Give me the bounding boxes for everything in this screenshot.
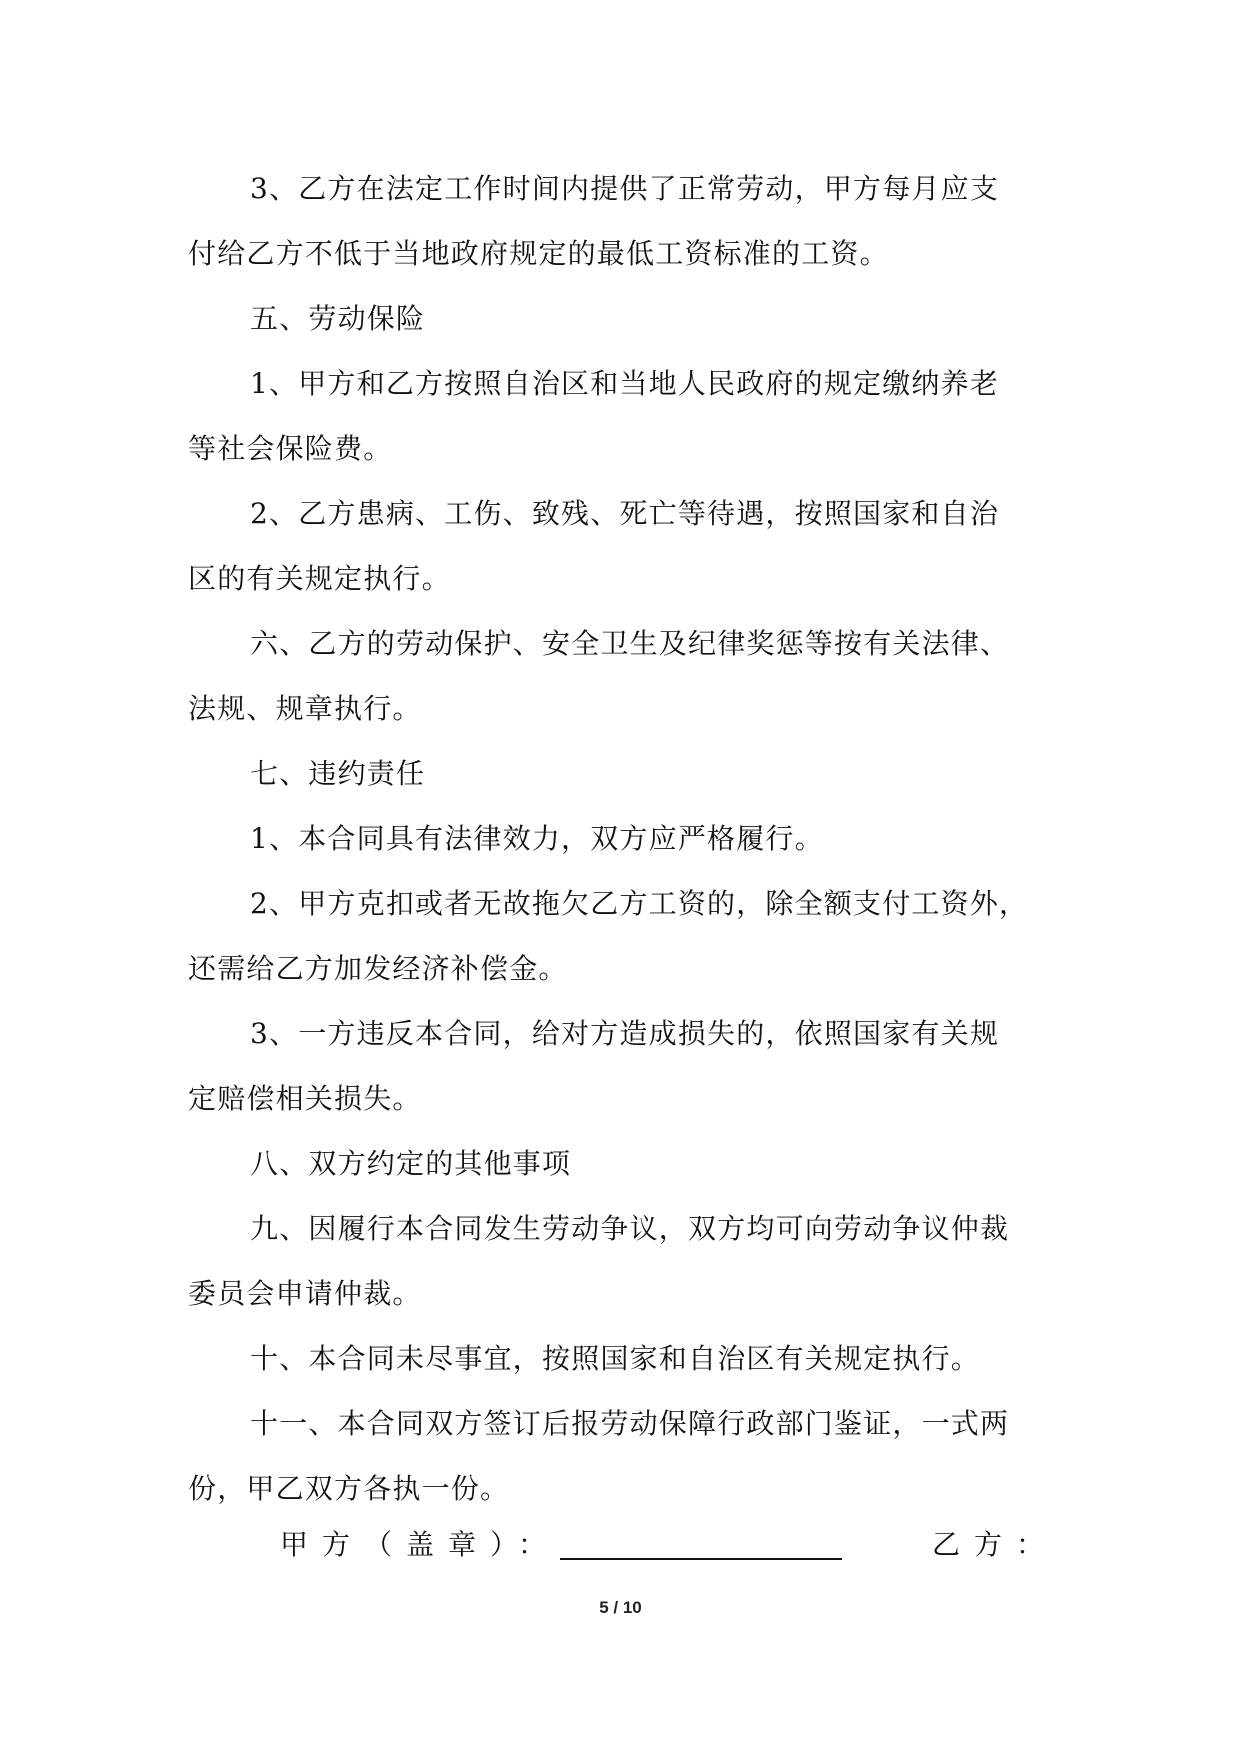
text-line: 十一、本合同双方签订后报劳动保障行政部门鉴证，一式两: [250, 1407, 1010, 1440]
text-line: 还需给乙方加发经济补偿金。: [188, 952, 568, 985]
text-line: 十、本合同未尽事宜，按照国家和自治区有关规定执行。: [250, 1342, 981, 1375]
text-line: 八、双方约定的其他事项: [250, 1147, 572, 1180]
text-line: 区的有关规定执行。: [188, 562, 451, 595]
page-number: 5 / 10: [599, 1598, 642, 1617]
text-line: 法规、规章执行。: [188, 692, 422, 725]
text-line: 付给乙方不低于当地政府规定的最低工资标准的工资。: [188, 237, 889, 270]
text-line: 九、因履行本合同发生劳动争议，双方均可向劳动争议仲裁: [250, 1212, 1010, 1245]
text-line: 3、一方违反本合同，给对方造成损失的，依照国家有关规: [250, 1017, 1000, 1050]
text-line: 1、甲方和乙方按照自治区和当地人民政府的规定缴纳养老: [250, 367, 1000, 400]
document-body: [188, 156, 1054, 1521]
text-line: 2、乙方患病、工伤、致残、死亡等待遇，按照国家和自治: [250, 497, 1000, 530]
text-line: 五、劳动保险: [250, 302, 426, 335]
text-line: 委员会申请仲裁。: [188, 1277, 422, 1310]
text-line: 3、乙方在法定工作时间内提供了正常劳动，甲方每月应支: [250, 172, 1000, 205]
text-line: 份，甲乙双方各执一份。: [188, 1472, 510, 1505]
party-a-signature-line: [560, 1558, 842, 1560]
text-line: 2、甲方克扣或者无故拖欠乙方工资的，除全额支付工资外，: [250, 887, 1029, 920]
party-b-label: 乙方：: [932, 1528, 1059, 1561]
text-line: 1、本合同具有法律效力，双方应严格履行。: [250, 822, 824, 855]
text-line: 定赔偿相关损失。: [188, 1082, 422, 1115]
text-line: 等社会保险费。: [188, 432, 393, 465]
text-line: 六、乙方的劳动保护、安全卫生及纪律奖惩等按有关法律、: [250, 627, 1010, 660]
text-line: 七、违约责任: [250, 757, 426, 790]
party-a-label: 甲方（盖章）：: [280, 1528, 561, 1561]
signature-row: [280, 1512, 1080, 1577]
